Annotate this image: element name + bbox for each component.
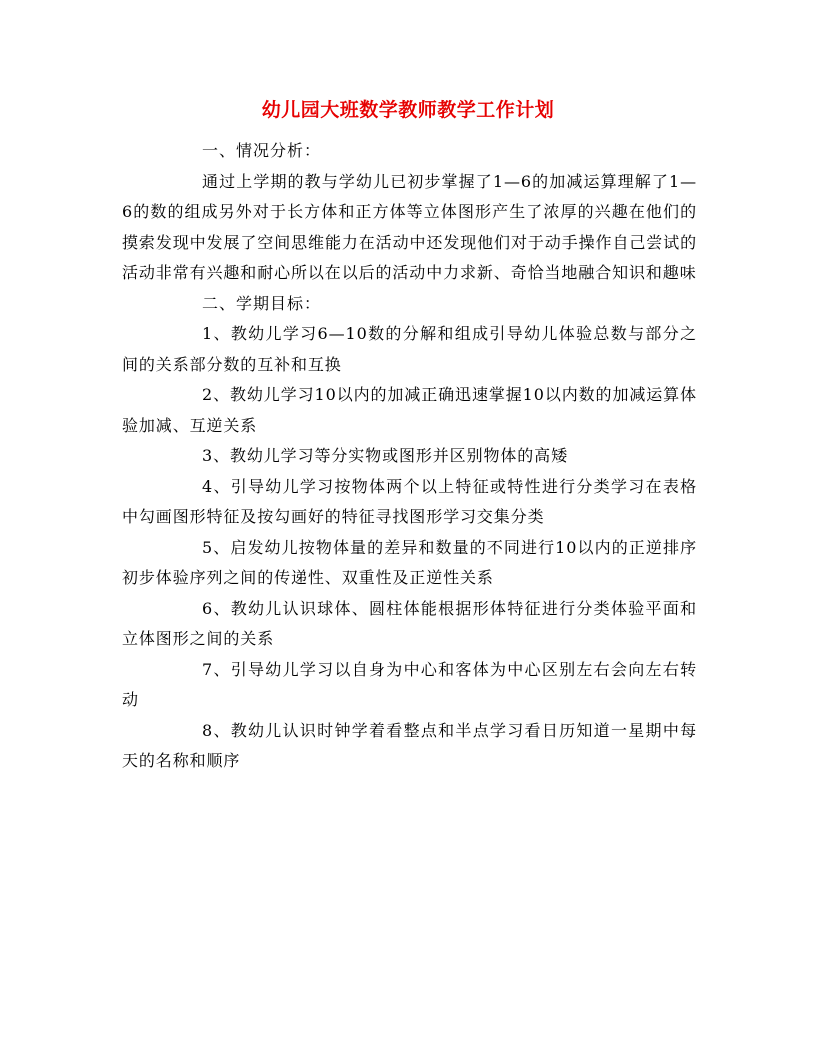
document-title: 幼儿园大班数学教师教学工作计划 [261,99,555,121]
goal-item-5: 5、启发幼儿按物体量的差异和数量的不同进行10以内的正逆排序初步体验序列之间的传递性、双重性及正逆性关系 [122,537,697,587]
goal-item-7: 7、引导幼儿学习以自身为中心和客体为中心区别左右会向左右转动 [122,659,697,709]
document-body [122,136,697,777]
goal-item-3: 3、教幼儿学习等分实物或图形并区别物体的高矮 [202,446,568,465]
goal-item-4: 4、引导幼儿学习按物体两个以上特征或特性进行分类学习在表格中勾画图形特征及按勾画好的特征寻找图形学习交集分类 [122,476,697,526]
goal-item-2: 2、教幼儿学习10以内的加减正确迅速掌握10以内数的加减运算体验加减、互逆关系 [122,385,697,435]
goal-item-8: 8、教幼儿认识时钟学着看整点和半点学习看日历知道一星期中每天的名称和顺序 [122,720,697,770]
section-heading-situation-analysis: 一、情况分析： [202,141,322,160]
goal-item-1: 1、教幼儿学习6—10数的分解和组成引导幼儿体验总数与部分之间的关系部分数的互补和互换 [122,324,697,374]
section-heading-semester-goals: 二、学期目标： [202,293,322,313]
goal-item-6: 6、教幼儿认识球体、圆柱体能根据形体特征进行分类体验平面和立体图形之间的关系 [122,598,697,648]
paragraph-situation-analysis: 通过上学期的教与学幼儿已初步掌握了1—6的加减运算理解了1—6的数的组成另外对于长方体和正方体等立体图形产生了浓厚的兴趣在他们的摸索发现中发展了空间思维能力在活动中还发现他们对于动手操作自己尝试的活动非常有兴趣和耐心所以在以后的活动中力求新、奇恰当地融合知识和趣味 [122,171,697,282]
